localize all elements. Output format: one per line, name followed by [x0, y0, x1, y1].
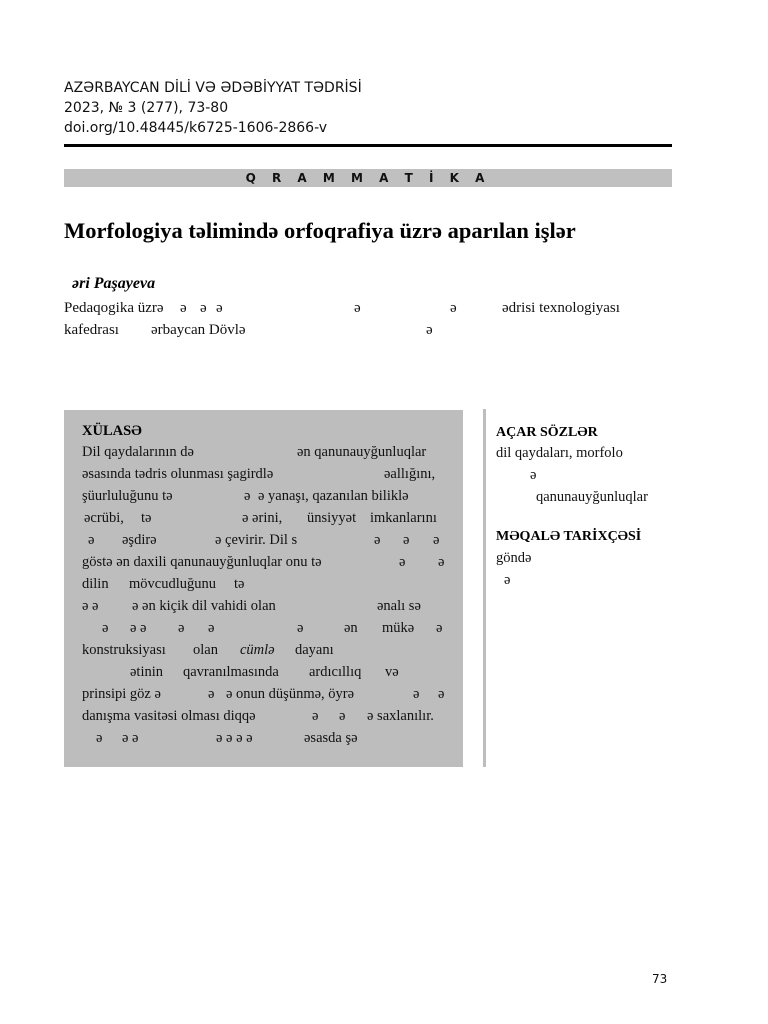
abstract-text: əsasda şə — [304, 730, 358, 746]
abstract-text: tə — [234, 576, 245, 592]
abstract-text: mükə — [382, 620, 415, 636]
section-label: Q R A M M A T İ K A — [64, 169, 672, 187]
abstract-text: ə — [102, 620, 109, 636]
abstract-text: ənalı sə — [377, 598, 421, 614]
abstract-line — [82, 551, 447, 573]
article-title: Morfologiya təlimində orfoqrafiya üzrə aparılan işlər — [64, 218, 576, 243]
affiliation-text: kafedrası — [64, 322, 119, 338]
abstract-text: ə onun düşünmə, öyrə — [226, 686, 355, 702]
abstract-text: ə — [178, 620, 185, 636]
abstract-text-italic: cümlə — [240, 642, 275, 658]
abstract-text: və — [385, 664, 399, 680]
affiliation-text: ərbaycan Dövlə — [151, 322, 246, 338]
abstract-line — [82, 441, 447, 463]
journal-header — [64, 78, 672, 138]
history-text: göndə — [496, 550, 532, 566]
abstract-line — [82, 639, 447, 661]
abstract-text: əşdirə — [122, 532, 157, 548]
author-name: əri Paşayeva — [72, 275, 156, 292]
journal-doi[interactable]: doi.org/10.48445/k6725-1606-2866-v — [64, 120, 328, 136]
abstract-heading: XÜLASƏ — [82, 423, 142, 439]
abstract-text: prinsipi göz ə — [82, 686, 161, 702]
history-heading: MƏQALƏ TARİXÇƏSİ — [496, 529, 642, 544]
abstract-text: ə — [88, 532, 95, 548]
abstract-text: ə — [438, 686, 445, 702]
abstract-text: konstruksiyası — [82, 642, 166, 658]
abstract-text: ünsiyyət — [307, 510, 357, 526]
abstract-line — [82, 705, 447, 727]
keywords-text: ə — [530, 467, 537, 483]
abstract-line — [82, 661, 447, 683]
abstract-box — [64, 410, 463, 767]
abstract-text: dilin — [82, 576, 109, 592]
abstract-text: imkanlarını — [370, 510, 437, 526]
abstract-text: ə yanaşı, qazanılan biliklə — [258, 488, 409, 504]
affiliation-text: ə — [426, 322, 433, 338]
history-line — [496, 547, 696, 569]
affiliation-text: ə — [180, 300, 187, 316]
abstract-line — [82, 485, 447, 507]
abstract-text: dayanı — [295, 642, 334, 658]
abstract-text: ə ə — [130, 620, 147, 636]
header-rule — [64, 144, 672, 147]
abstract-text: ə — [244, 488, 251, 504]
keywords-text: qanunauyğunluqlar — [536, 489, 648, 505]
abstract-text: ə — [403, 532, 410, 548]
abstract-text: ətinin — [130, 664, 164, 680]
abstract-text: ə — [297, 620, 304, 636]
abstract-text: ə ə — [82, 598, 99, 614]
abstract-text: ən qanunauyğunluqlar — [297, 444, 427, 460]
abstract-text: ə saxlanılır. — [367, 708, 434, 724]
abstract-line — [82, 507, 447, 529]
abstract-text: ən — [344, 620, 358, 636]
abstract-line — [82, 683, 447, 705]
abstract-text: ə ən kiçik dil vahidi olan — [132, 598, 276, 614]
abstract-text: əcrübi, — [84, 510, 124, 526]
abstract-text: göstə ən daxili qanunauyğunluqlar onu tə — [82, 554, 322, 570]
abstract-text: ə — [339, 708, 346, 724]
affiliation-text: ə — [450, 300, 457, 316]
keywords-line — [496, 486, 696, 508]
history-line — [496, 569, 696, 591]
abstract-line — [82, 529, 447, 551]
abstract-text: ə ərini, — [242, 510, 283, 526]
sidebar-divider — [483, 409, 486, 767]
abstract-text: ə — [399, 554, 406, 570]
abstract-text: ə ə ə ə — [216, 730, 253, 746]
abstract-text: ə — [208, 686, 215, 702]
abstract-text: ə ə — [122, 730, 139, 746]
abstract-line — [82, 463, 447, 485]
abstract-line — [82, 595, 447, 617]
journal-issue: 2023, № 3 (277), 73-80 — [64, 100, 229, 116]
abstract-text: ə — [433, 532, 440, 548]
affiliation-text: ədrisi texnologiyası — [502, 300, 620, 316]
history-text: ə — [504, 572, 511, 588]
journal-name: AZƏRBAYCAN DİLİ VƏ ƏDƏBİYYAT TƏDRİSİ — [64, 80, 362, 96]
affiliation-text: ə — [216, 300, 223, 316]
abstract-text: ə — [208, 620, 215, 636]
abstract-text: qavranılmasında — [183, 664, 279, 680]
keywords-line — [496, 442, 696, 464]
abstract-text: ə — [413, 686, 420, 702]
abstract-text: əallığını, — [384, 466, 436, 482]
keywords-line — [496, 464, 696, 486]
abstract-text: danışma vasitəsi olması diqqə — [82, 708, 256, 724]
affiliation-line-2 — [64, 320, 684, 340]
affiliation-line-1 — [64, 298, 684, 318]
affiliation-text: ə — [354, 300, 361, 316]
abstract-text: əsasında tədris olunması şagirdlə — [82, 466, 274, 482]
abstract-text: ə çevirir. Dil s — [215, 532, 298, 548]
abstract-text: ə — [438, 554, 445, 570]
abstract-text: ə — [312, 708, 319, 724]
abstract-line — [82, 617, 447, 639]
abstract-text: ə — [96, 730, 103, 746]
keywords-heading: AÇAR SÖZLƏR — [496, 425, 598, 440]
affiliation-text: ə — [200, 300, 207, 316]
abstract-line — [82, 727, 447, 749]
abstract-text: ə — [436, 620, 443, 636]
abstract-text: tə — [141, 510, 152, 526]
abstract-text: olan — [193, 642, 218, 658]
abstract-text: ə — [374, 532, 381, 548]
abstract-text: ardıcıllıq — [309, 664, 362, 680]
affiliation-text: Pedaqogika üzrə — [64, 300, 164, 316]
abstract-text: mövcudluğunu — [129, 576, 216, 592]
abstract-line — [82, 573, 447, 595]
keywords-text: dil qaydaları, morfolo — [496, 445, 623, 461]
abstract-text: şüurluluğunu tə — [82, 488, 173, 504]
page-number: 73 — [652, 972, 668, 986]
abstract-text: Dil qaydalarının də — [82, 444, 194, 460]
